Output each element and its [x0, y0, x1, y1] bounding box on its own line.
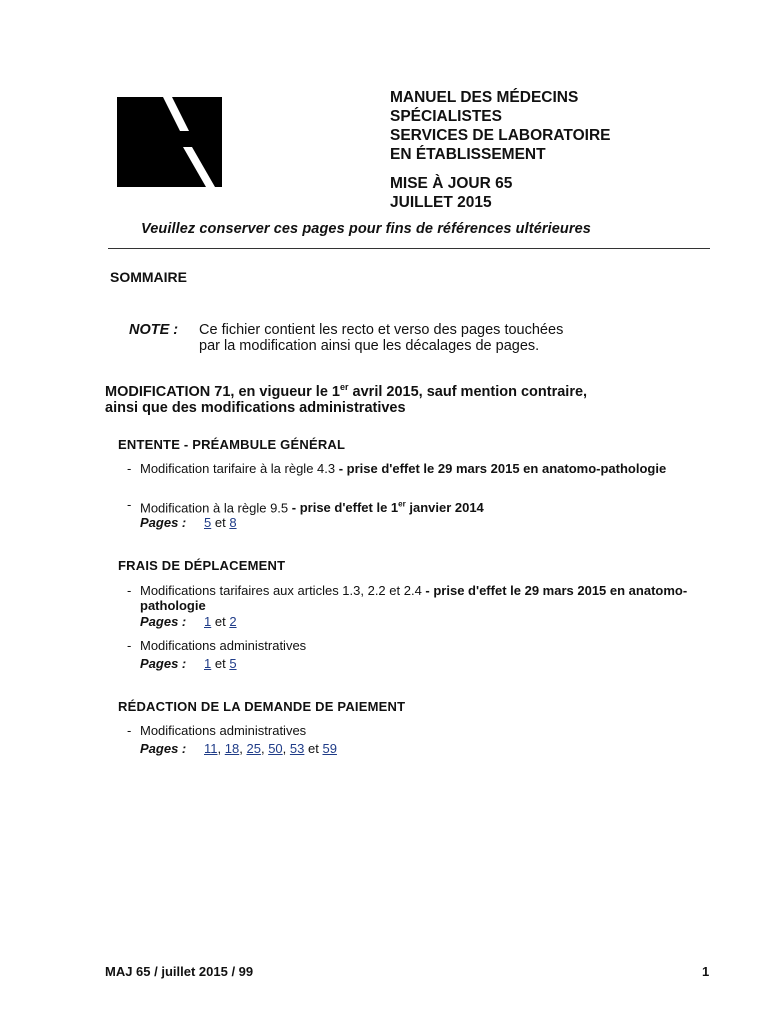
page-link-59[interactable]: 59 [322, 741, 337, 756]
section-title-entente: ENTENTE - PRÉAMBULE GÉNÉRAL [118, 437, 346, 452]
item-text: Modifications tarifaires aux articles 1.3, 2.2 et 2.4 [140, 583, 426, 598]
item-text: Modifications administratives [140, 723, 307, 738]
pages-comma: , [239, 741, 243, 756]
section-title-redaction: RÉDACTION DE LA DEMANDE DE PAIEMENT [118, 699, 406, 714]
modification-line1-prefix: MODIFICATION 71, en vigueur le 1 [105, 383, 340, 400]
note-label: NOTE : [129, 322, 179, 338]
item-effective-date: janvier 2014 [405, 500, 484, 516]
page-link-53[interactable]: 53 [289, 741, 305, 756]
footer-update-info: MAJ 65 / juillet 2015 / 99 [105, 964, 254, 979]
update-date: JUILLET 2015 [390, 194, 492, 211]
item-effective-note: - prise d'effet le 1 [291, 500, 399, 516]
page-link-2[interactable]: 2 [229, 614, 237, 629]
modification-line1-sup: er [340, 382, 349, 392]
item-effective-note: - prise d'effet le 29 mars 2015 en anatomo-pathologie [140, 583, 688, 613]
title-line-3: SERVICES DE LABORATOIRE [390, 127, 611, 144]
list-item [127, 461, 717, 476]
pages-and: et [214, 656, 226, 671]
ramq-logo [117, 97, 222, 187]
summary-heading: SOMMAIRE [110, 269, 187, 285]
bullet-dash: - [127, 723, 132, 738]
page-link-18[interactable]: 18 [224, 741, 240, 756]
pages-label: Pages : [140, 656, 187, 671]
page-link-8[interactable]: 8 [229, 515, 237, 530]
pages-comma: , [217, 741, 222, 756]
pages-label: Pages : [140, 741, 187, 756]
bullet-dash: - [127, 497, 132, 512]
pages-line [140, 741, 337, 756]
bullet-dash: - [127, 583, 132, 598]
item-text: Modification tarifaire à la règle 4.3 [140, 461, 339, 476]
pages-and: et [214, 614, 226, 629]
page-link-5[interactable]: 5 [204, 515, 212, 530]
update-number: MISE À JOUR 65 [390, 175, 513, 192]
pages-and: et [308, 741, 319, 756]
bullet-dash: - [127, 638, 132, 653]
item-effective-note: - prise d'effet le 29 mars 2015 en anatomo-pathologie [338, 461, 667, 476]
section-title-frais: FRAIS DE DÉPLACEMENT [118, 558, 286, 573]
page-link-1[interactable]: 1 [204, 656, 212, 671]
note-text [199, 322, 563, 354]
pages-comma: , [282, 741, 287, 756]
title-line-1: MANUEL DES MÉDECINS [390, 89, 579, 106]
note-line-2: par la modification ainsi que les décalages de pages. [199, 338, 540, 354]
item-text: Modification à la règle 9.5 [140, 500, 292, 516]
modification-line1-suffix: avril 2015, sauf mention contraire, [348, 383, 588, 400]
pages-label: Pages : [140, 614, 187, 629]
pages-and: et [214, 515, 226, 530]
note-line-1: Ce fichier contient les recto et verso des pages touchées [199, 322, 564, 338]
footer-page-number: 1 [702, 964, 710, 979]
page-link-1[interactable]: 1 [204, 614, 212, 629]
list-item [127, 723, 717, 738]
page-link-11[interactable]: 11 [204, 741, 218, 756]
header-divider [108, 248, 710, 249]
page-link-50[interactable]: 50 [268, 741, 283, 756]
page-link-5[interactable]: 5 [229, 656, 237, 671]
item-text: Modifications administratives [140, 638, 307, 653]
keep-pages-notice: Veuillez conserver ces pages pour fins de références ultérieures [141, 221, 591, 237]
pages-line [140, 656, 237, 671]
bullet-dash: - [127, 461, 132, 476]
title-line-2: SPÉCIALISTES [390, 108, 502, 125]
pages-line [140, 614, 237, 629]
modification-heading [105, 379, 715, 416]
list-item [127, 497, 717, 515]
modification-line2: ainsi que des modifications administratives [105, 399, 406, 416]
pages-label: Pages : [140, 515, 187, 530]
item-effective-sup: er [398, 500, 406, 509]
list-item [127, 583, 717, 613]
pages-comma: , [260, 741, 265, 756]
title-line-4: EN ÉTABLISSEMENT [390, 146, 546, 163]
pages-line [140, 515, 237, 530]
page-link-25[interactable]: 25 [246, 741, 261, 756]
document-header [390, 88, 610, 212]
list-item [127, 638, 717, 653]
